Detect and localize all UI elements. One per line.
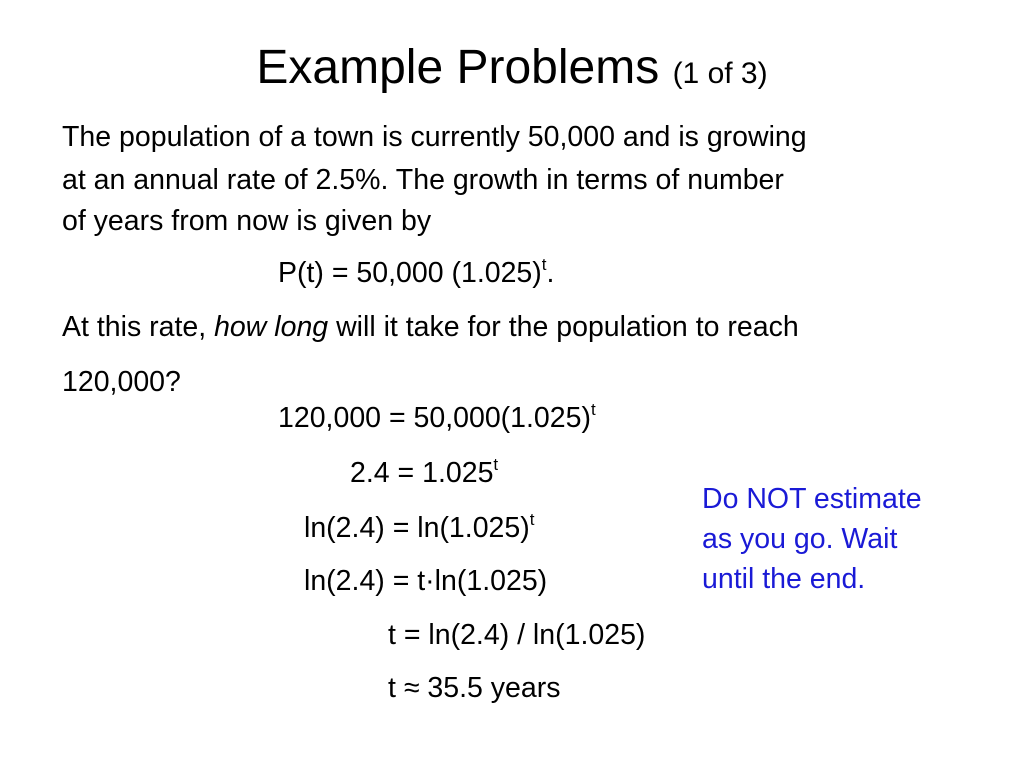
question-line-1 — [62, 309, 799, 345]
solution-step-5 — [388, 617, 645, 653]
note-line-2: as you go. Wait — [702, 523, 898, 555]
problem-line-3: of years from now is given by — [62, 205, 432, 237]
solution-step-1 — [278, 400, 596, 436]
solution-step-2-base: 2.4 = 1.025 — [350, 457, 494, 489]
model-formula — [278, 255, 554, 291]
slide-title — [0, 38, 1024, 104]
solution-step-4 — [304, 563, 547, 599]
solution-step-5-base: t = ln(2.4) / ln(1.025) — [388, 619, 646, 651]
solution-step-4-base: ln(2.4) = t·ln(1.025) — [304, 565, 548, 597]
note-line-3: until the end. — [702, 563, 866, 595]
model-formula-suffix: . — [546, 257, 555, 289]
solution-step-2-exponent: t — [493, 455, 499, 474]
model-formula-base: P(t) = 50,000 (1.025) — [278, 257, 542, 289]
question-line-2: 120,000? — [62, 366, 181, 398]
title-main: Example Problems — [256, 41, 660, 94]
solution-step-1-exponent: t — [590, 400, 596, 419]
solution-step-3 — [304, 510, 534, 546]
solution-step-1-base: 120,000 = 50,000(1.025) — [278, 402, 591, 434]
solution-step-3-exponent: t — [529, 510, 535, 529]
solution-step-2 — [350, 455, 498, 491]
solution-step-6-base: t ≈ 35.5 years — [388, 672, 561, 704]
question-text-after: will it take for the population to reach — [328, 311, 799, 343]
title-page-indicator: (1 of 3) — [672, 57, 768, 90]
question-emphasis: how long — [214, 311, 329, 343]
note-line-1: Do NOT estimate — [702, 483, 922, 515]
model-formula-exponent: t — [541, 255, 547, 274]
question-text-before: At this rate, — [62, 311, 215, 343]
problem-line-1: The population of a town is currently 50,000 and is growing — [62, 121, 807, 153]
problem-line-2: at an annual rate of 2.5%. The growth in terms of number — [62, 164, 784, 196]
solution-step-3-base: ln(2.4) = ln(1.025) — [304, 512, 530, 544]
solution-step-6 — [388, 670, 560, 706]
